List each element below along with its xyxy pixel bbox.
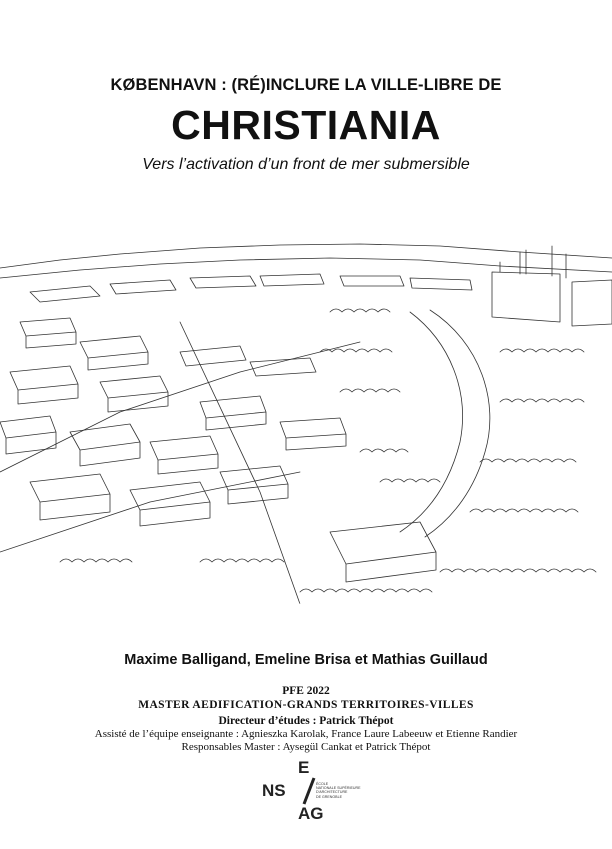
master-program: MASTER AEDIFICATION-GRANDS TERRITOIRES-VILLES [138, 699, 474, 711]
logo-letter-ag: AG [298, 804, 324, 823]
logo-caption-line: ÉCOLE [316, 782, 329, 786]
logo-caption [316, 782, 376, 799]
assistants: Assisté de l’équipe enseignante : Agnieszka Karolak, France Laure Labeeuw et Etienne Randier [94, 728, 518, 740]
aerial-city-sketch-icon [0, 232, 612, 604]
responsables: Responsables Master : Aysegül Cankat et Patrick Thépot [181, 741, 431, 753]
subtitle: Vers l’activation d’un front de mer submersible [142, 156, 470, 173]
title-line1: KØBENHAVN : (RÉ)INCLURE LA VILLE-LIBRE DE [110, 76, 502, 94]
logo-letter-ns: NS [262, 781, 286, 800]
logo-caption-line: DE GRENOBLE [316, 794, 342, 799]
logo-letter-e: E [298, 758, 310, 777]
pfe-year: PFE 2022 [282, 685, 330, 697]
logo-caption-line: NATIONALE SUPÉRIEURE [316, 786, 361, 791]
director: Directeur d’études : Patrick Thépot [218, 715, 394, 727]
ensag-logo [258, 758, 368, 824]
page-title: CHRISTIANIA [171, 102, 441, 148]
authors: Maxime Balligand, Emeline Brisa et Mathias Guillaud [124, 652, 488, 668]
logo-caption-line: D'ARCHITECTURE [316, 790, 348, 795]
